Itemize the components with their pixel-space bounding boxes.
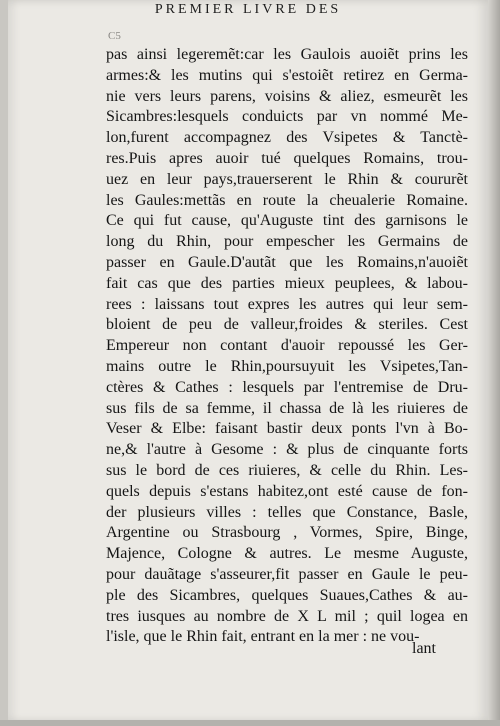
catchword: lant [412,640,436,657]
text-line: der plusieurs villes : telles que Constance, Basle, [106,503,468,521]
running-header: PREMIER LIVRE DES [154,2,342,17]
text-line: Ce qui fut cause, qu'Auguste tint des garnisons le [106,212,468,230]
text-line: mains outre le Rhin,poursuyuit les Vsipetes,Tan- [106,357,468,375]
text-line: rees : laissans tout expres les autres qui leur sem- [106,295,468,313]
text-line: Majence, Cologne & autres. Le mesme Auguste, [106,545,468,563]
page-edge-bottom [0,720,500,726]
text-line: armes:& les mutins qui s'estoiẽt retirez en Germa- [106,66,468,84]
text-line: Empereur non contant d'auoir repoussé les Ger- [106,337,468,355]
text-line: long du Rhin, pour empescher les Germains de [106,233,468,251]
text-line: Sicambres:lesquels conduicts par vn nommé Me- [106,108,468,126]
text-line: Argentine ou Strasbourg , Vormes, Spire, Binge, [106,524,468,542]
body-text [106,45,468,648]
text-line: pas ainsi legeremẽt:car les Gaulois auoiẽt prins les [106,46,468,63]
text-line: ctères & Cathes : lesquels par l'entremise de Dru- [106,378,468,396]
text-line: nie vers leurs parens, voisins & aliez, esmeurẽt les [106,87,468,105]
text-line: tres iusques au nombre de X L mil ; quil logea en [106,607,468,625]
text-line: ne,& l'autre à Gesome : & plus de cinquante forts [106,441,468,459]
text-line: l'isle, que le Rhin fait, entrant en la mer : ne vou- [106,628,420,646]
text-line: sus le bord de ces riuieres, & celle du Rhin. Les- [106,461,468,479]
text-line: res.Puis apres auoir tué quelques Romains, trou- [106,149,468,167]
book-page [8,0,488,722]
text-line: uez en leur pays,trauerserent le Rhin & coururẽt [106,170,468,188]
text-line: les Gaules:mettãs en route la cheualerie Romaine. [106,191,468,209]
text-line: sus fils de sa femme, il chassa de là les riuieres de [106,399,468,417]
text-line: bloient de peu de valleur,froides & steriles. Cest [106,316,468,334]
text-line: passer en Gaule.D'autãt que les Romains,n'auoiẽt [106,253,468,271]
text-line: pour dauãtage s'asseurer,fit passer en Gaule le peu- [106,565,468,583]
signature-mark: C5 [108,30,121,42]
text-line: ple des Sicambres, quelques Suaues,Cathes & au- [106,586,468,604]
page-edge-right [488,0,500,726]
text-line: quels depuis s'estans habitez,ont esté cause de fon- [106,482,468,500]
text-line: fait cas que des parties mieux peuplees, & labou- [106,274,468,292]
text-line: Veser & Elbe: faisant bastir deux ponts l'vn à Bo- [106,420,468,438]
text-line: lon,furent accompagnez des Vsipetes & Tanctè- [106,129,468,147]
